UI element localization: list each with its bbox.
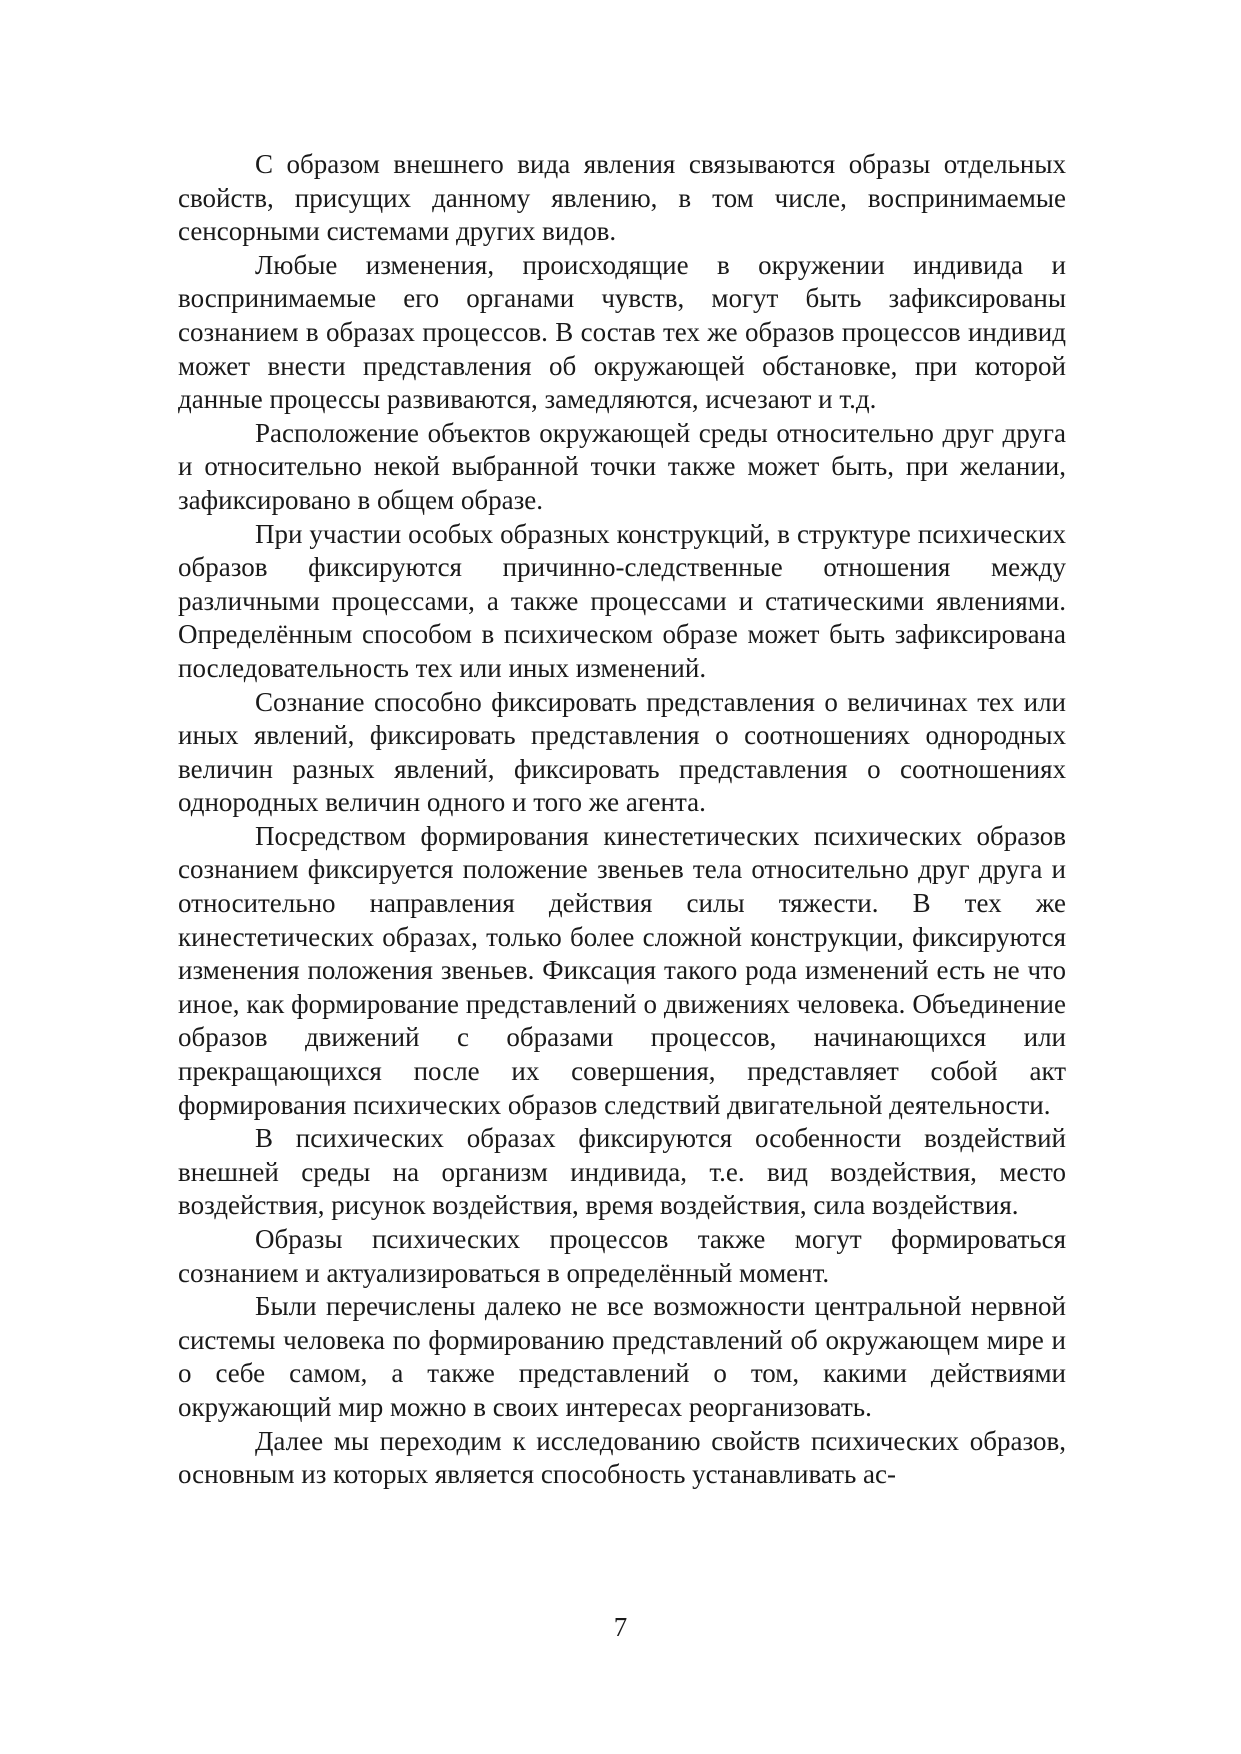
paragraph-3: Расположение объектов окружающей среды относительно друг друга и относительно некой выбранной точки также может быть, при желании, зафиксировано в общем образе. xyxy=(178,417,1066,515)
body-text xyxy=(178,148,1066,1492)
paragraph-9: Были перечислены далеко не все возможности центральной нервной системы человека по формированию представлений об окружающем мире и о себе самом, а также представлений о том, какими действиями окружающий мир можно в своих интересах реорганизовать. xyxy=(178,1291,1066,1422)
paragraph-5: Сознание способно фиксировать представления о величинах тех или иных явлений, фиксировать представления о соотношениях однородных величин разных явлений, фиксировать представления о соотношениях однородных величин одного и того же агента. xyxy=(178,686,1066,818)
page-number: 7 xyxy=(613,1612,628,1642)
paragraph-6: Посредством формирования кинестетических психических образов сознанием фиксируется положение звеньев тела относительно друг друга и относительно направления действия силы тяжести. В тех же кинестетических образах, только более сложной конструкции, фиксируются изменения положения звеньев. Фиксация такого рода изменений есть не что иное, как формирование представлений о движениях человека. Объединение образов движений с образами процессов, начинающихся или прекращающихся после их совершения, представляет собой акт формирования психических образов следствий двигательной деятельности. xyxy=(178,820,1066,1120)
paragraph-2: Любые изменения, происходящие в окружении индивида и воспринимаемые его органами чувств, могут быть зафиксированы сознанием в образах процессов. В состав тех же образов процессов индивид может внести представления об окружающей обстановке, при которой данные процессы развиваются, замедляются, исчезают и т.д. xyxy=(178,249,1066,415)
paragraph-7: В психических образах фиксируются особенности воздействий внешней среды на организм индивида, т.е. вид воздействия, место воздействия, рисунок воздействия, время воздействия, сила воздействия. xyxy=(178,1123,1066,1221)
paragraph-1: С образом внешнего вида явления связываются образы отдельных свойств, присущих данному явлению, в том числе, воспринимаемые сенсорными системами других видов. xyxy=(178,149,1066,247)
paragraph-4: При участии особых образных конструкций, в структуре психических образов фиксируются причинно-следственные отношения между различными процессами, а также процессами и статическими явлениями. Определённым способом в психическом образе может быть зафиксирована последовательность тех или иных изменений. xyxy=(178,518,1066,683)
paragraph-10: Далее мы переходим к исследованию свойств психических образов, основным из которых является способность устанавливать ас- xyxy=(178,1425,1066,1490)
paragraph-8: Образы психических процессов также могут формироваться сознанием и актуализироваться в определённый момент. xyxy=(178,1224,1066,1288)
